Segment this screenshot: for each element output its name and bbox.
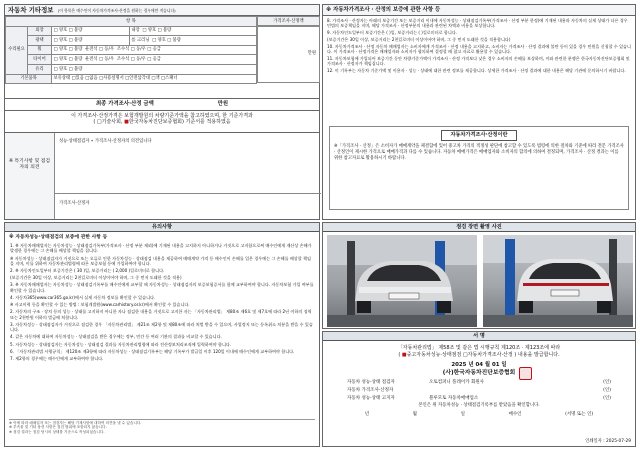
special-remarks <box>5 132 319 218</box>
inspection-photo-front <box>327 235 477 327</box>
caution-item: 6. 「자동차관리법 시행규칙」 제120조 제3항에 따라 자동차성능 · 상태점검기록부는 해당 기록부가 발급일 이후 120일 이내에 매수인에게 교부하여야 합니다. <box>10 348 295 354</box>
other-info-panel <box>4 4 320 220</box>
other-info-note: (이 항목은 매수인이 자동차가격조사·산정을 원하는 경우에만 적습니다) <box>57 8 176 13</box>
row-label: 휠 <box>28 45 52 55</box>
car-front-illustration <box>327 235 477 327</box>
special-label: ※ 특기사항 및 점검자의 의견 <box>5 133 55 219</box>
final-price-unit: 만원 <box>217 101 229 107</box>
caution-panel <box>4 222 320 447</box>
row-options: □ 양호 □ 불량 운전석 □ 동/우 조수석 □ 동/우 □ 응급 <box>52 45 257 55</box>
row-label: 타이어 <box>28 55 52 65</box>
basic-items-label: 기본품목 <box>6 74 52 84</box>
sign-receipt: 본인은 위 자동차성능 · 상태점검기록부를 받았음을 확인합니다. <box>418 403 540 409</box>
sign-row: 자동차 성능·상태 점검자 오토컴퍼니 플레이카 회원사 (인) <box>347 380 611 386</box>
signature-title: 서 명 <box>323 332 635 341</box>
caution-item: 2. 자동차의 구조 · 장치 등의 성능 · 상태를 고지하지 아니한 자나 점검한 내용을 거짓으로 고지한 자는 「자동차관리법」 제80조 제6호 및 제7호에 따라 2년 이하의 징역 또는 2천만원 이하의 벌금에 처합니다. <box>10 309 312 320</box>
sign-row: 자동차 성능·상태 고지자 블루모토 자동차매매업소 (인) <box>347 395 611 401</box>
warranty-item: 8. 가격조사 · 산정자는 아래의 보증기간 또는 보증거리 이내에 자동차성능 · 상태점검기록부(가격조사 · 산정 부분 한정)에 기재된 내용과 자동차의 실제 상태가 다른 경우 민법의 보증책임을 지며, 해당 가격조사 · 산정부분의 내용과 관련된 차액과 비용을 보상합니다. <box>327 18 628 29</box>
caution-item: 3. 자동차성능 · 상태점검자가 거짓으로 점검한 경우 「자동차관리법」 제21조 제2항 및 제80조에 따라 처벌 받을 수 있으며, 사업정지 또는 등록취소 처분을 받을 수 있습니다. <box>10 321 313 333</box>
standard-note: 이 가격조사·산정가격은 보험개발원의 차량기준가액을 참고하였으며, 한 기준가격과 ( □기술사회, ■한국자동차진단보증협회) 기준서를 적용하였음 <box>5 110 319 132</box>
repair-table <box>5 16 257 84</box>
price-definition-text: ※「가격조사 · 산정」은 소비자가 매매계약을 체결함에 있어 중고차 가격의 적정성 판단에 참고할 수 있도록 법령에 의한 절차와 기준에 따라 전문 가격조사 · 산정인이 제시한 가격으로 매매가격과 다를 수 있습니다. 자동차 매매가격은 매매업자와 소비자의 합의에 의하여 결정되며, 가격조사 · 산정 결과는 이를 위한 참고자료로 활용하시기 바랍니다. <box>334 143 624 161</box>
row-options: □ 양호 □ 불량 <box>52 36 130 46</box>
warranty-item: (보증기간은 30일 이상, 보증거리는 2천킬로미터 이상이어야 하며, 그 중 먼저 도래한 것을 적용합니다) <box>327 37 511 43</box>
caution-item: 2. ※ 자동차인도일부터 보증기간은 ( 30 )일, 보증거리는 ( 2,000 )킬로미터로 합니다. <box>10 268 165 274</box>
warranty-title: ※ 자동차가격조사 · 산정의 보증에 관한 사항 등 <box>323 5 635 16</box>
sign-date: 2025 년 04 월 01 일 <box>451 361 507 368</box>
final-price-row <box>5 98 319 110</box>
sign-options: ( ■중고자동차성능·상태점검 □자동차가격조사·산정 ) 내용을 발급합니다. <box>398 352 560 359</box>
caution-title: 유의사항 <box>5 223 319 232</box>
row-label: 광택 <box>28 36 52 46</box>
warranty-item: 11. 자동차보험에 가입되어 보증기간 동안 차량기준가액이 가격조사 · 산정 가격보다 낮은 경우 소비자의 손해를 보상하며, 이와 관련한 분쟁은 한국자동차진단보증협회 및 가격조사 · 산정자가 책임집니다. <box>327 56 630 67</box>
price-definition-title: 자동차가격조사·산정이란 <box>334 127 624 144</box>
warranty-item: 12. 이 기록부는 자동차 기준가액 및 이용자 · 성능 · 상태에 대한 관련 정보를 제공합니다. 상세한 가격조사 · 산정 결과에 대한 내용은 해당 기관에 문의하시기 바랍니다. <box>327 68 626 74</box>
repair-group-label: 수리필요 <box>6 26 28 74</box>
caution-item: 3. ※ 자동차매매업자는 자동차성능 · 상태점검기록부를 매수인에게 교부할 때 자동차성능 · 상태점검자의 보증보험증서를 함께 교부하여야 합니다. 자동차보험 가입 여부를 확인할 수 있습니다. <box>10 282 314 293</box>
price-warranty-panel <box>322 4 636 220</box>
caution-subtitle: ※ 자동차성능·상태점검의 보증에 관한 사항 등 <box>9 235 108 240</box>
caution-footnotes: ※ 이에 따라 매매업자 또는 점검자는 해당 기재사항에 대하여 의견을 낼 수 있습니다. ※ 부속물 및 기타 옵션 사항은 점검 범위에 포함되지 않습니다. ※ 점검 결과는 점검 당시의 상태를 기준으로 작성되었습니다. <box>9 419 315 434</box>
price-person-label: 가격조사·산정자 <box>59 201 90 206</box>
sign-rows <box>323 377 635 401</box>
photo-panel <box>322 222 636 329</box>
sign-row: 자동차 가격조사·산정자 (인) <box>347 388 611 394</box>
caution-item: 4. 자동차365(www.car365.go.kr)에서 실제 자동차 정보를 확인할 수 있습니다. <box>10 294 156 300</box>
caution-item: ※ 자동차성능 · 상태점검자가 거짓으로 또는 오류로 인한 자동차성능 · 상태점검 내용을 제공하여 매매계약 가격 등 매수인이 손해를 입은 경우에는 그 손해를 배상할 책임을 지며, 이를 위하여 자동차관리법령에 따른 보증보험 등에 가입하여야 합니다. <box>10 255 311 266</box>
row-label: 유리 <box>28 64 52 74</box>
special-text: 성능·상태점검자 ∙ 가격조사·산정자의 의견입니다 <box>59 139 152 144</box>
row-options: □ 양호 □ 불량 <box>52 64 257 74</box>
row-options: □ 양호 □ 불량 운전석 □ 동/우 조수석 □ 동/우 □ 응급 <box>52 55 257 65</box>
price-col-unit: 만원 <box>257 26 320 84</box>
row-options-2: 내장 □ 양호 □ 불량 <box>129 26 256 36</box>
official-seal-icon <box>519 367 532 380</box>
other-info-title: 자동차 기타정보 <box>8 6 54 14</box>
item-header: 항 목 <box>6 17 257 27</box>
signature-panel <box>322 331 636 447</box>
caution-item: (보증기간은 30일 이상, 보증거리는 2천킬로미터 이상이어야 하며, 그 중 먼저 도래한 것을 적용) <box>10 275 182 281</box>
caution-item: 5. 자동차성능 · 상태점검자는 자동차성능 · 상태점검 결과를 자동차관리법령에 따라 전산정보처리조직에 입력하여야 합니다. <box>10 341 232 347</box>
basic-items: 보유상태 □있음 □없음 □사용설명서 □안전삼각대 □잭 □스패너 <box>52 74 257 84</box>
sign-buyer: 년 월 일 매수인 (서명 또는 인) <box>364 411 594 417</box>
price-col-header: 가격조사·산정액 <box>257 16 320 26</box>
photo-title: 점검 장면 촬영 사진 <box>323 223 635 232</box>
caution-list <box>5 243 319 419</box>
price-definition-box <box>329 126 629 210</box>
sign-law-text: 「자동차관리법」 제58조 및 같은 법 시행규칙 제120조 · 제123조에 따라 <box>397 345 561 351</box>
warranty-item: 9. 자동차인도일부터 보증기간은 ( )일, 보증거리는 ( )킬로미터로 합니다. <box>327 30 458 36</box>
car-rear-illustration <box>483 235 633 327</box>
row-label: 외장 <box>28 26 52 36</box>
print-date: 인쇄일자 : 2025-07-29 <box>585 438 631 444</box>
row-options-2: 룸 크리닝 □ 양호 □ 불량 <box>129 36 256 46</box>
caution-item: 4. 같은 자동차에 대하여 자동차성능 · 상태점검을 받은 경우에는 정부, 민간 등 여러 기관의 결과를 비교할 수 있습니다. <box>10 334 222 340</box>
warranty-list <box>323 16 635 124</box>
inspection-photo-rear <box>483 235 633 327</box>
other-info-title-row <box>5 5 319 16</box>
caution-item: 1. ※ 자동차매매업자는 자동차성능 · 상태점검기록부(가격조사 · 산정 부분 제외)에 기재된 내용을 고지하지 아니하거나 거짓으로 고지함으로써 매수인에게 재산상 손해가 발생한 경우에는 그 손해를 배상할 책임을 집니다. <box>10 242 312 254</box>
row-options: □ 양호 □ 불량 <box>52 26 130 36</box>
warranty-item: 10. 자동차가격조사 · 산정 자동차 매매업자는 소비자에게 가격조사 · 산정 내용을 고지하고, 소비자는 가격조사 · 산정 결과에 불만 등이 있을 경우 민원을 신청할 수 있습니다. 이 가격조사 · 산정가격은 매매업자와 소비자가 협의하여 결정할 때 참고 자료로 활용할 수 있습니다. <box>327 44 631 55</box>
caution-item: ※ 사고이력 등을 확인할 수 있는 방법 : 보험개발원(www.carhistory.or.kr)에서 확인할 수 있습니다. <box>10 302 190 308</box>
caution-item: 7. 제2항의 경우에는 매수인에게 교부하여야 합니다. <box>10 355 104 361</box>
final-price-label: 최종 가격조사·산정 금액 <box>95 101 154 107</box>
sign-org: (사)한국자동차진단보증협회 <box>323 370 635 377</box>
